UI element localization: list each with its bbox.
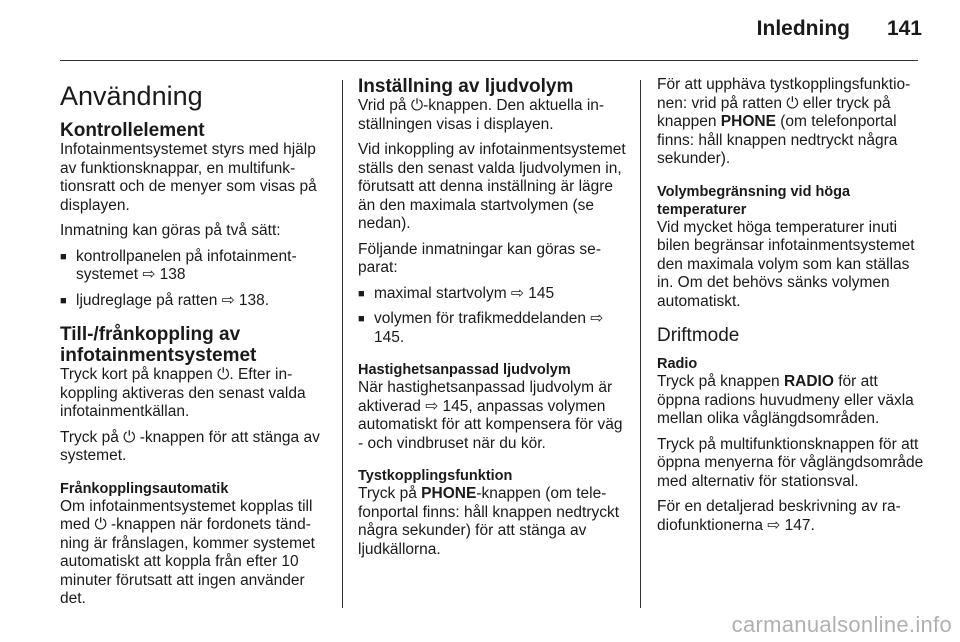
text: för att öppna radions huvudmeny eller växla mellan olika våglängdsområden. (657, 373, 914, 427)
chapter-title: Inledning (756, 17, 850, 40)
bullet-list (60, 248, 328, 311)
subheading-radio: Radio (657, 356, 698, 372)
phone-key-label: PHONE (421, 485, 477, 502)
subheading-mute: Tystkopplingsfunktion (358, 468, 513, 484)
radio-key-label: RADIO (783, 373, 834, 390)
column-divider-2 (640, 80, 641, 608)
text: -knappen (om telefonportal finns: håll knappen nedtryckt några sekunder) för att stänga av ljudkällorna. (358, 485, 620, 558)
list-item: ■ volymen för trafikmeddelanden ⇨ 145. (358, 310, 626, 347)
phone-key-label: PHONE (720, 113, 776, 130)
list-item: ■ maximal startvolym ⇨ 145 (358, 285, 626, 304)
header-divider (60, 60, 918, 61)
paragraph: Vrid på ⏻-knappen. Den aktuella inställningen visas i displayen. (358, 97, 605, 133)
watermark: carmanualsonline.info (731, 612, 952, 637)
bullet-list (358, 285, 626, 348)
paragraph: Vid mycket höga temperaturer inuti bilen begränsar infotainmentsystemet den maximala volym som kan ställas in. Om det behövs sänks volymen automatiskt. (657, 218, 915, 310)
list-item: ■ ljudreglage på ratten ⇨ 138. (60, 292, 328, 311)
subheading-volume-limit: Volymbegränsning vid höga temperaturer (657, 183, 851, 218)
section-heading: Användning (60, 81, 203, 111)
subheading-drive-mode: Driftmode (657, 325, 740, 346)
paragraph: Infotainmentsystemet styrs med hjälp av funktionsknappar, en multifunktionsratt och de menyer som visas på displayen. (60, 141, 317, 214)
paragraph: Tryck på ⏻ -knappen för att stänga av systemet. (60, 428, 320, 464)
subheading-power: Till-/frånkoppling av infotainmentsystemet (60, 324, 257, 366)
paragraph (657, 373, 925, 429)
paragraph: Vid inkoppling av infotainmentsystemet ställs den senast valda ljudvolymen in, förutsatt att denna inställning är lägre än den maximala startvolymen (se nedan). (358, 141, 626, 232)
paragraph: Tryck på multifunktionsknappen för att öppna menyerna för våglängdsområde med alternativ för stationsval. (657, 435, 924, 490)
paragraph: Om infotainmentsystemet kopplas till med ⏻ -knappen när fordonets tändning är frånslagen, kommer systemet automatiskt att koppla från efter 10 minuter förutsatt att ingen använder det. (60, 497, 315, 607)
text: Tryck på (358, 485, 422, 502)
column-2 (358, 76, 626, 566)
subheading-speed-volume: Hastighetsanpassad ljudvolym (358, 362, 571, 378)
subheading-auto-off: Frånkopplingsautomatik (60, 480, 229, 497)
column-1 (60, 76, 328, 616)
page-header (0, 0, 960, 60)
subheading-controls: Kontrollelement (60, 120, 205, 141)
text: (om telefonportal finns: håll knappen nedtryckt några sekunder). (657, 113, 898, 167)
paragraph: Följande inmatningar kan göras separat: (358, 240, 601, 276)
paragraph: Inmatning kan göras på två sätt: (60, 222, 281, 239)
page-number: 141 (886, 17, 922, 40)
paragraph: När hastighetsanpassad ljudvolym är aktiverad ⇨ 145, anpassas volymen automatiskt för att kompensera för väg - och vindbruset när du kör. (358, 379, 623, 452)
paragraph: För en detaljerad beskrivning av radiofunktionerna ⇨ 147. (657, 498, 901, 534)
text: För att upphäva tystkopplingsfunktionen: vrid på ratten ⏻ eller tryck på knappen (657, 76, 911, 130)
column-3 (657, 76, 925, 542)
subheading-volume: Inställning av ljudvolym (358, 76, 574, 97)
column-divider-1 (342, 80, 343, 608)
paragraph (358, 485, 626, 559)
paragraph (657, 76, 925, 169)
paragraph: Tryck kort på knappen ⏻. Efter inkoppling aktiveras den senast valda infotainmentkällan. (60, 366, 306, 420)
text: Tryck på knappen (657, 373, 784, 390)
list-item: ■ kontrollpanelen på infotainmentsystemet ⇨ 138 (60, 248, 328, 285)
